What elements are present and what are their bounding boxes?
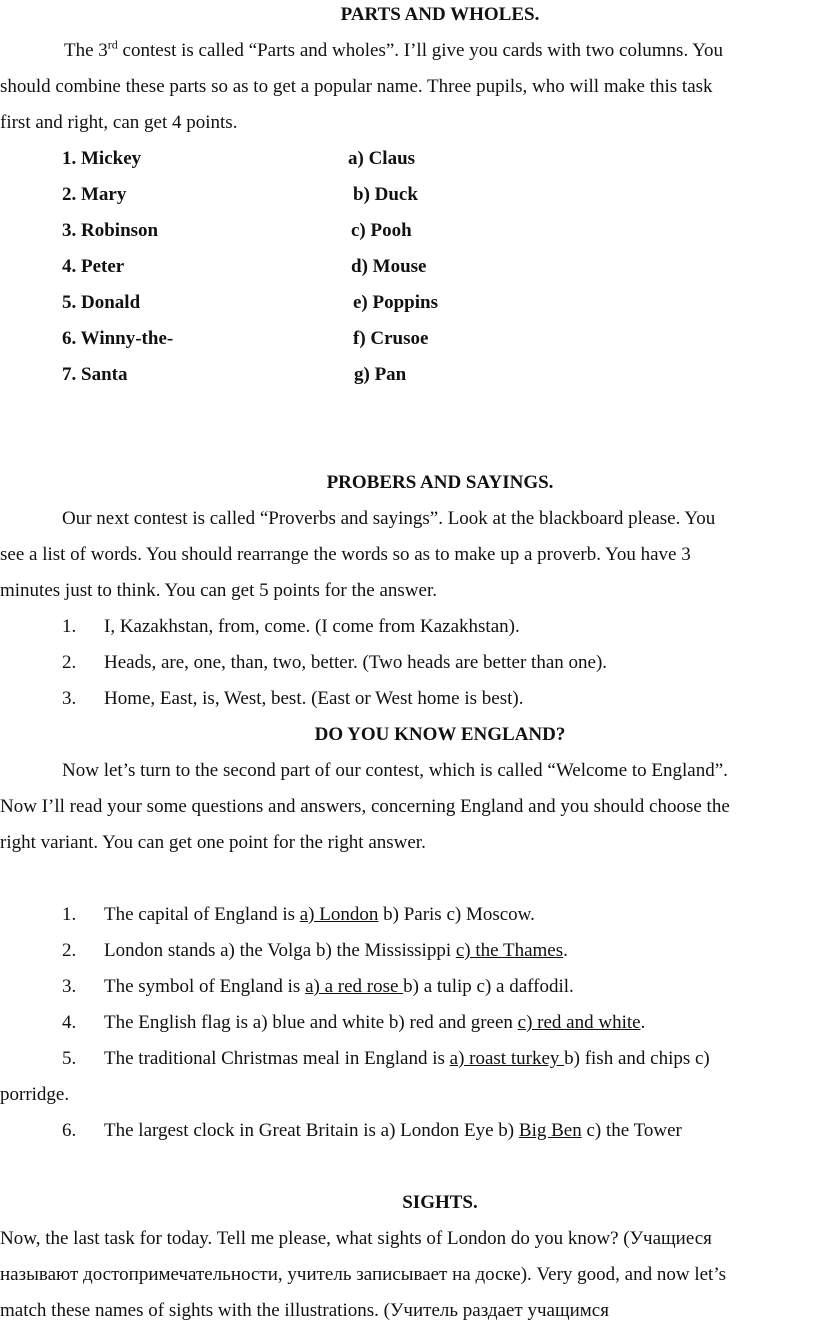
- match-left-item: 2. Mary: [62, 184, 127, 205]
- correct-answer: c) red and white: [517, 1012, 641, 1033]
- match-right-item: c) Pooh: [351, 220, 412, 241]
- correct-answer: Big Ben: [518, 1120, 582, 1141]
- paragraph-line: see a list of words. You should rearrange the words so as to make up a proverb. You have 3: [0, 544, 691, 565]
- match-left-item: 7. Santa: [62, 364, 128, 385]
- question-text: The capital of England is: [104, 904, 300, 925]
- question-text: The symbol of England is: [104, 976, 306, 997]
- list-item: Heads, are, one, than, two, better. (Two heads are better than one).: [104, 652, 608, 673]
- question-item: [104, 1113, 682, 1149]
- section-heading-parts-and-wholes: PARTS AND WHOLES.: [340, 4, 540, 25]
- section-heading-probers-and-sayings: PROBERS AND SAYINGS.: [326, 472, 554, 493]
- question-text: b) Paris c) Moscow.: [378, 904, 535, 925]
- question-item: [104, 1041, 710, 1077]
- question-text: The traditional Christmas meal in England is: [104, 1048, 450, 1069]
- question-item: [104, 969, 574, 1005]
- question-text: The largest clock in Great Britain is a) London Eye b): [104, 1120, 519, 1141]
- question-number: 5.: [62, 1048, 77, 1069]
- paragraph-line: Now, the last task for today. Tell me please, what sights of London do you know? (Учащиеся: [0, 1228, 712, 1249]
- question-text: .: [563, 940, 568, 961]
- paragraph-line: right variant. You can get one point for the right answer.: [0, 832, 426, 853]
- question-number: 2.: [62, 940, 77, 961]
- question-item: [104, 897, 535, 933]
- question-text: .: [640, 1012, 646, 1033]
- question-number: 1.: [62, 904, 77, 925]
- question-item: [104, 933, 568, 969]
- paragraph-line: называют достопримечательности, учитель записывает на доске). Very good, and now let’s: [0, 1264, 726, 1285]
- list-item-number: 2.: [62, 652, 77, 673]
- paragraph-line: Now let’s turn to the second part of our contest, which is called “Welcome to England”.: [62, 760, 728, 781]
- match-right-item: g) Pan: [354, 364, 407, 385]
- question-item: [104, 1005, 645, 1041]
- question-text: c) the Tower: [581, 1120, 682, 1141]
- question-text: The English flag is a) blue and white b) red and green: [104, 1012, 518, 1033]
- question-number: 3.: [62, 976, 77, 997]
- paragraph-line: Our next contest is called “Proverbs and sayings”. Look at the blackboard please. You: [62, 508, 716, 529]
- list-item: Home, East, is, West, best. (East or West home is best).: [104, 688, 524, 709]
- text-span: The 3: [64, 40, 108, 61]
- paragraph-line: Now I’ll read your some questions and answers, concerning England and you should choose the: [0, 796, 730, 817]
- correct-answer: a) a red rose: [305, 976, 404, 997]
- question-number: 6.: [62, 1120, 77, 1141]
- list-item: I, Kazakhstan, from, come. (I come from Kazakhstan).: [104, 616, 520, 637]
- section-heading-do-you-know-england: DO YOU KNOW ENGLAND?: [314, 724, 566, 745]
- match-left-item: 5. Donald: [62, 292, 141, 313]
- text-span: contest is called “Parts and wholes”. I’ll give you cards with two columns. You: [117, 40, 724, 61]
- question-number: 4.: [62, 1012, 77, 1033]
- match-right-item: e) Poppins: [353, 292, 438, 313]
- match-right-item: d) Mouse: [351, 256, 427, 277]
- superscript: rd: [107, 37, 118, 52]
- question-text: London stands a) the Volga b) the Mississippi: [104, 940, 456, 961]
- list-item-number: 3.: [62, 688, 77, 709]
- correct-answer: a) roast turkey: [449, 1048, 565, 1069]
- question-continuation: porridge.: [0, 1084, 70, 1105]
- match-left-item: 1. Mickey: [62, 148, 142, 169]
- correct-answer: a) London: [299, 904, 379, 925]
- match-right-item: b) Duck: [353, 184, 418, 205]
- question-text: b) a tulip c) a daffodil.: [403, 976, 574, 997]
- match-right-item: f) Crusoe: [353, 328, 429, 349]
- match-left-item: 6. Winny-the-: [62, 328, 174, 349]
- question-text: b) fish and chips c): [564, 1048, 710, 1069]
- paragraph-line: match these names of sights with the illustrations. (Учитель раздает учащимся: [0, 1300, 609, 1321]
- match-left-item: 4. Peter: [62, 256, 125, 277]
- paragraph-line: should combine these parts so as to get a popular name. Three pupils, who will make this task: [0, 76, 713, 97]
- section-heading-sights: SIGHTS.: [402, 1192, 478, 1213]
- correct-answer: c) the Thames: [455, 940, 564, 961]
- list-item-number: 1.: [62, 616, 77, 637]
- match-right-item: a) Claus: [348, 148, 416, 169]
- paragraph-line: [64, 33, 723, 69]
- match-left-item: 3. Robinson: [62, 220, 159, 241]
- paragraph-line: first and right, can get 4 points.: [0, 112, 238, 133]
- paragraph-line: minutes just to think. You can get 5 points for the answer.: [0, 580, 437, 601]
